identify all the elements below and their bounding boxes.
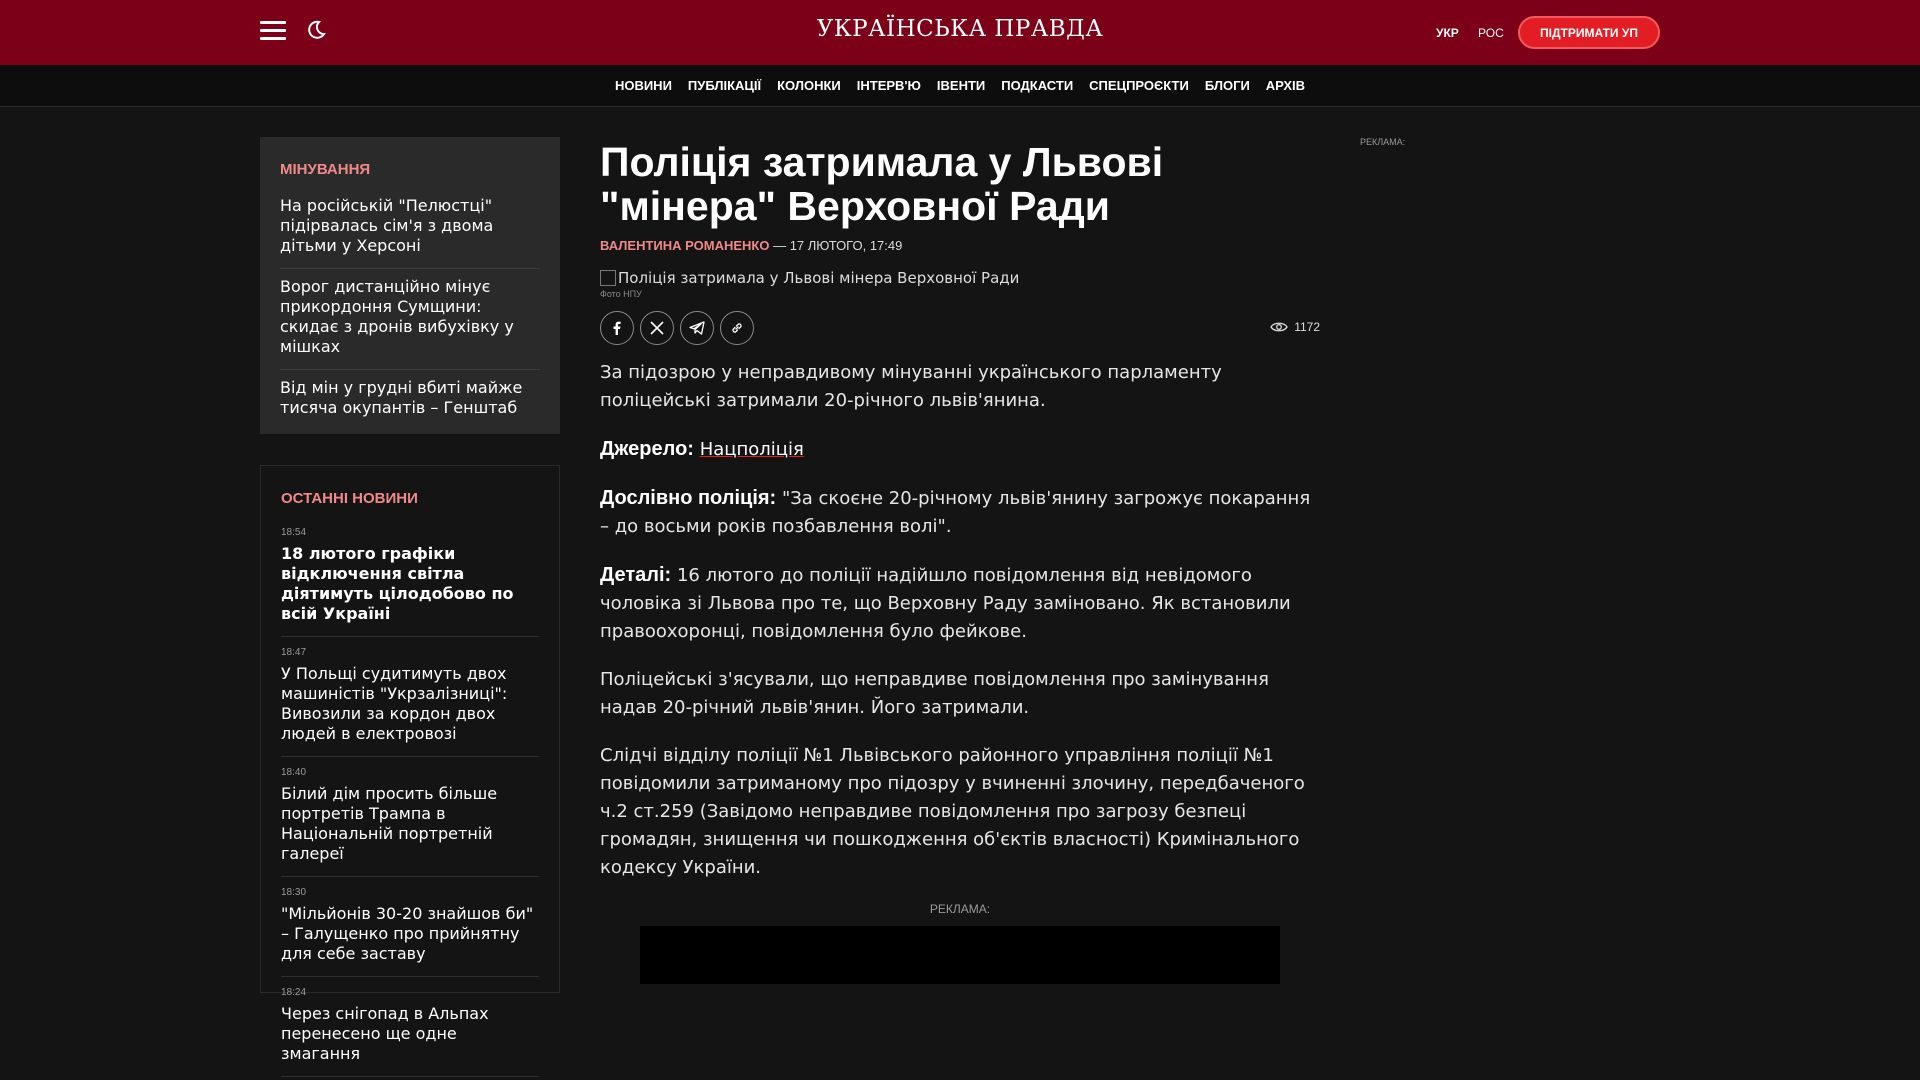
details-text: 16 лютого до поліції надійшло повідомлення від невідомого чоловіка зі Львова про те, що Верховну Раду заміновано. Як встановили правоохоронці, повідомлення було фейкове.: [600, 565, 1291, 642]
mining-topic-card: [260, 137, 560, 434]
news-time: 18:30: [281, 887, 307, 898]
quote-text: "За скоєне 20-річному львів'янину загрожує покарання – до восьми років позбавлення волі".: [600, 488, 1311, 537]
article-paragraph: Поліцейські з'ясували, що неправдиве повідомлення про замінування надав 20-річний львів'янин. Його затримали.: [600, 669, 1269, 718]
source-paragraph: [600, 435, 1320, 464]
news-headline[interactable]: Білий дім просить більше портретів Трампа в Національній портретній галереї: [281, 784, 498, 863]
nav-item-events[interactable]: ІВЕНТИ: [936, 78, 986, 93]
article: [600, 140, 1320, 984]
quote-paragraph: [600, 484, 1320, 541]
copy-link-icon[interactable]: [720, 311, 754, 345]
latest-news-card: [260, 465, 560, 1063]
details-paragraph: [600, 561, 1320, 646]
nav-item-news[interactable]: НОВИНИ: [614, 78, 672, 93]
latest-news-title[interactable]: ОСТАННІ НОВИНИ: [281, 490, 418, 507]
logo-text[interactable]: УКРАЇНСЬКА ПРАВДА: [816, 16, 1104, 42]
news-list-item[interactable]: [281, 877, 539, 977]
nav-item-podcasts[interactable]: ПОДКАСТИ: [1001, 78, 1074, 93]
news-list-item[interactable]: [281, 757, 539, 877]
photo-credit: Фото НПУ: [600, 289, 642, 299]
author-link[interactable]: ВАЛЕНТИНА РОМАНЕНКО: [600, 238, 770, 253]
news-headline[interactable]: Через снігопад в Альпах перенесено ще одне змагання: [281, 1004, 489, 1063]
quote-label: Дослівно поліція:: [600, 487, 777, 509]
news-headline[interactable]: 18 лютого графіки відключення світла діятимуть цілодобово по всій Україні: [281, 544, 514, 623]
news-list-item[interactable]: [281, 637, 539, 757]
news-list-item[interactable]: [281, 977, 539, 1077]
news-time: 18:47: [281, 647, 307, 658]
nav-item-archive[interactable]: АРХІВ: [1265, 78, 1306, 93]
news-time: 18:54: [281, 527, 307, 538]
menu-icon[interactable]: [260, 21, 286, 43]
nav-item-columns[interactable]: КОЛОНКИ: [777, 78, 841, 93]
mining-list-item[interactable]: На російській "Пелюстці" підірвалась сім'я з двома дітьми у Херсоні: [280, 188, 540, 269]
mining-list-item[interactable]: Від мін у грудні вбиті майже тисяча окупантів – Генштаб: [280, 378, 523, 417]
source-link[interactable]: Нацполіція: [699, 439, 804, 460]
mining-card-title[interactable]: МІНУВАННЯ: [280, 161, 371, 178]
news-time: 18:24: [281, 987, 307, 998]
dark-mode-icon[interactable]: [304, 18, 328, 42]
article-photo: [600, 269, 1320, 287]
inline-ad-slot[interactable]: [640, 926, 1280, 984]
inline-ad-label: РЕКЛАМА:: [929, 902, 991, 916]
lang-ros-link[interactable]: РОС: [1478, 26, 1504, 40]
article-paragraph: Слідчі відділу поліції №1 Львівського районного управління поліції №1 повідомили затриманому про підозру у вчиненні злочину, передбаченого ч.2 ст.259 (Завідомо неправдиве повідомлення про загрозу безпеці громадян, знищення чи пошкодження об'єктів власності) Кримінального кодексу України.: [600, 745, 1305, 878]
news-list-item[interactable]: [281, 517, 539, 637]
broken-image-icon: [600, 270, 616, 286]
article-byline: [600, 238, 1320, 253]
top-header: [0, 0, 1920, 65]
lang-ukr-link[interactable]: УКР: [1436, 26, 1459, 40]
mining-list-item[interactable]: Ворог дистанційно мінує прикордоння Сумщини: скидає з дронів вибухівку у мішках: [280, 269, 540, 370]
telegram-share-icon[interactable]: [680, 311, 714, 345]
news-headline[interactable]: "Мільйонів 30-20 знайшов би" – Галущенко про прийнятну для себе заставу: [281, 904, 534, 963]
views-counter: [1270, 320, 1320, 334]
support-button[interactable]: ПІДТРИМАТИ УП: [1518, 16, 1660, 49]
nav-item-special-projects[interactable]: СПЕЦПРОЄКТИ: [1089, 78, 1189, 93]
eye-icon: [1270, 321, 1288, 333]
details-label: Деталі:: [600, 564, 672, 586]
article-body: [600, 359, 1320, 882]
article-lead: За підозрою у неправдивому мінуванні українського парламенту поліцейські затримали 20-річного львів'янина.: [600, 362, 1222, 411]
news-headline[interactable]: У Польщі судитимуть двох машиністів "Укрзалізниці": Вивозили за кордон двох людей в електровозі: [281, 664, 508, 743]
article-title: Поліція затримала у Львові "мінера" Верховної Ради: [600, 139, 1164, 229]
x-share-icon[interactable]: [640, 311, 674, 345]
news-time: 18:40: [281, 767, 307, 778]
photo-alt-text: Поліція затримала у Львові мінера Верховної Ради: [618, 269, 1020, 287]
views-count: 1172: [1294, 320, 1320, 334]
nav-item-interview[interactable]: ІНТЕРВ'Ю: [856, 78, 921, 93]
nav-item-publications[interactable]: ПУБЛІКАЦІЇ: [687, 78, 762, 93]
source-label: Джерело:: [600, 438, 694, 460]
share-bar: [600, 311, 1320, 347]
facebook-share-icon[interactable]: [600, 311, 634, 345]
article-date: — 17 ЛЮТОГО, 17:49: [773, 238, 903, 253]
nav-item-blogs[interactable]: БЛОГИ: [1204, 78, 1250, 93]
main-nav: [0, 65, 1920, 107]
right-ad-label: РЕКЛАМА:: [1360, 137, 1406, 147]
